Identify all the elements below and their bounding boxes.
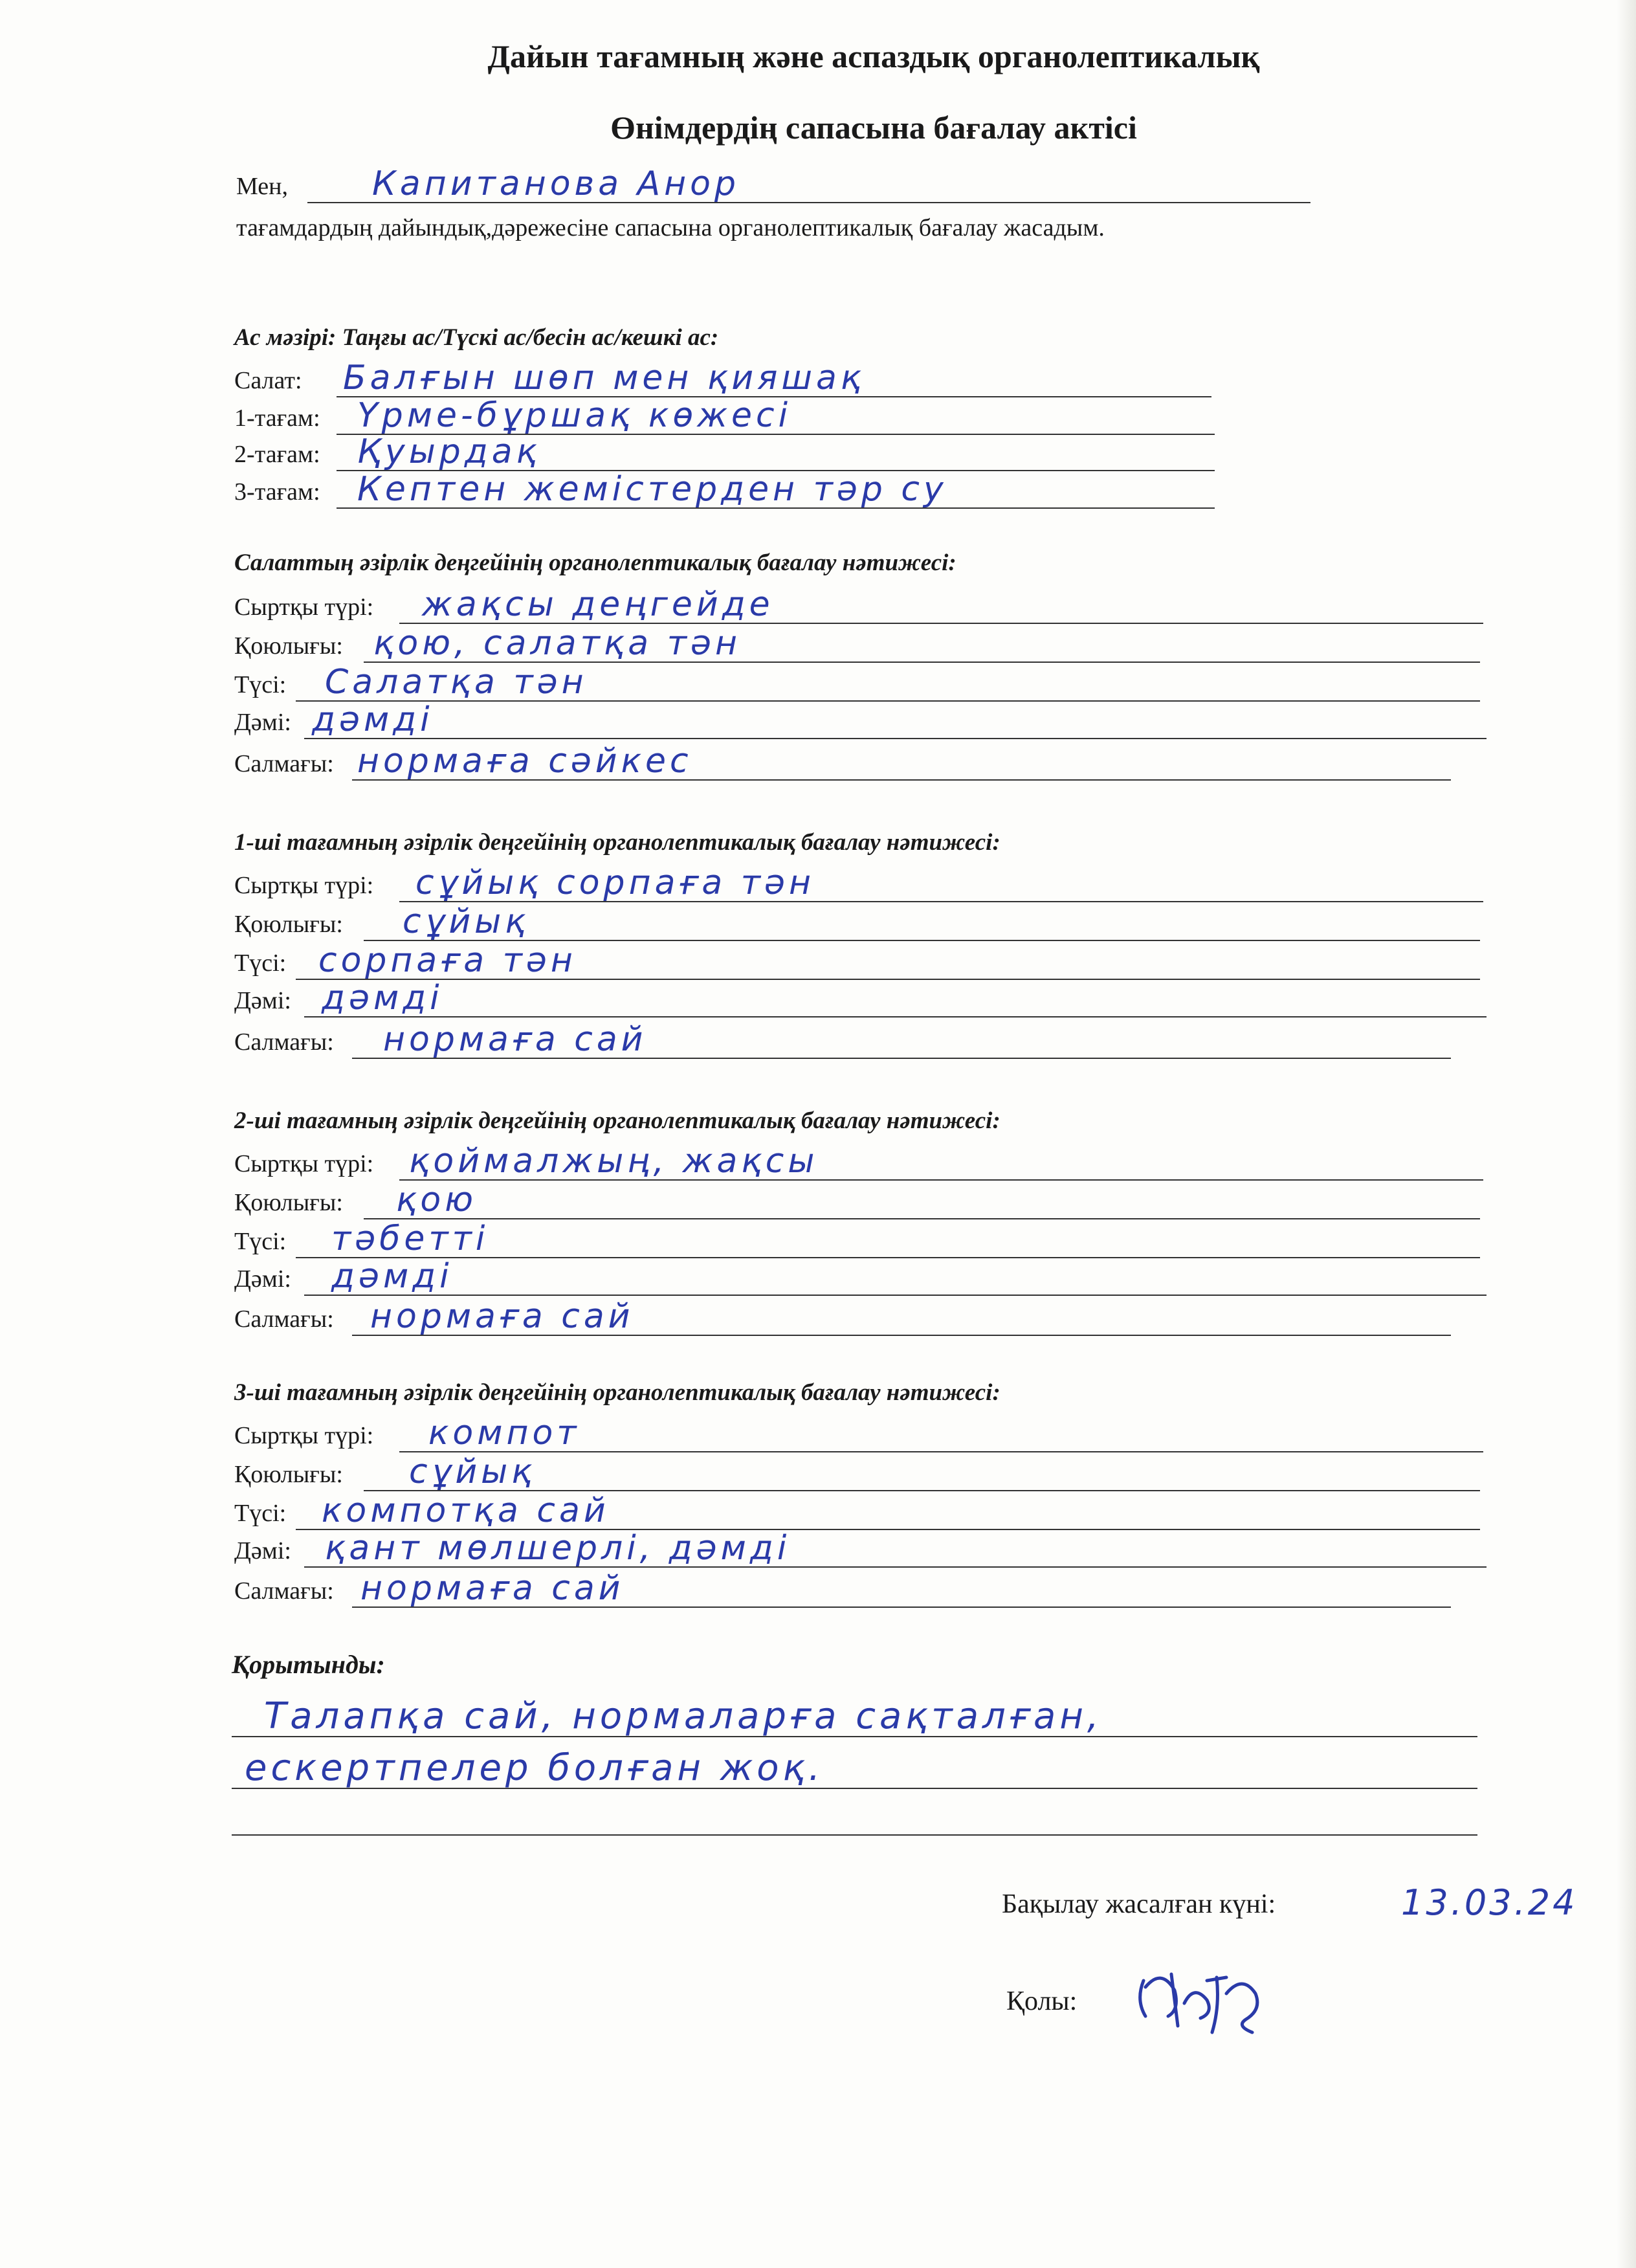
eval-field-label: Салмағы: <box>234 1577 334 1605</box>
eval-field-value: компот <box>428 1414 580 1452</box>
menu-item-dish-3 <box>234 467 1215 509</box>
eval-field-label: Түсі: <box>234 671 287 698</box>
document-title-line-1: Дайын тағамның және аспаздық органолептикалық <box>487 38 1260 74</box>
eval-field-weight <box>234 1566 1451 1608</box>
eval-field-value: нормаға сәйкес <box>357 742 692 781</box>
inspector-name-label: Мен, <box>236 173 288 200</box>
eval-field-consistency <box>234 621 1480 663</box>
eval-field-taste <box>234 1254 1487 1296</box>
menu-item-value: Үрме-бұршақ көжесі <box>357 396 792 435</box>
eval-field-value: қою <box>396 1181 477 1219</box>
dish-1-evaluation-heading: 1-ші тағамның әзірлік деңгейінің органолептикалық бағалау нәтижесі: <box>234 829 1000 856</box>
eval-field-label: Түсі: <box>234 1228 287 1255</box>
eval-field-label: Салмағы: <box>234 1028 334 1056</box>
eval-field-weight <box>234 1017 1451 1059</box>
dish-2-evaluation-heading: 2-ші тағамның әзірлік деңгейінің органолептикалық бағалау нәтижесі: <box>234 1107 1000 1134</box>
eval-field-label: Дәмі: <box>234 709 291 736</box>
conclusion-line-1 <box>232 1696 1477 1737</box>
eval-field-label: Сыртқы түрі: <box>234 1422 374 1449</box>
inspector-name-value: Капитанова Анор <box>372 164 740 203</box>
eval-field-value: дәмді <box>331 1257 453 1296</box>
eval-field-value: Салатқа тән <box>325 663 588 702</box>
eval-field-taste <box>234 1526 1487 1568</box>
menu-item-value: Балғын шөп мен қияшақ <box>343 359 865 397</box>
eval-field-appearance <box>234 1139 1483 1181</box>
eval-field-label: Дәмі: <box>234 987 291 1014</box>
handwritten-signature <box>1129 1955 1285 2039</box>
eval-field-consistency <box>234 1450 1480 1491</box>
eval-field-label: Қоюлығы: <box>234 1461 343 1488</box>
menu-item-value: Кептен жемістерден тәр су <box>357 470 947 509</box>
menu-item-label: 1-тағам: <box>234 405 320 432</box>
eval-field-taste <box>234 698 1487 739</box>
eval-field-consistency <box>234 1178 1480 1219</box>
eval-field-value: нормаға сай <box>370 1297 634 1336</box>
eval-field-label: Сыртқы түрі: <box>234 872 374 899</box>
paper-edge-shadow <box>1617 0 1636 2268</box>
intro-sentence: тағамдардың дайындық,дәрежесіне сапасына органолептикалық бағалау жасадым. <box>236 214 1105 241</box>
eval-field-value: нормаға сай <box>360 1569 625 1608</box>
inspection-date-label: Бақылау жасалған күні: <box>1002 1889 1276 1919</box>
menu-item-salad <box>234 356 1211 397</box>
inspector-name-row <box>236 162 1310 203</box>
eval-field-label: Қоюлығы: <box>234 911 343 938</box>
eval-field-value: қоймалжың, жақсы <box>409 1142 819 1181</box>
inspection-date-value: 13.03.24 <box>1401 1882 1578 1923</box>
eval-field-appearance <box>234 583 1483 624</box>
dish-3-evaluation-heading: 3-ші тағамның әзірлік деңгейінің органолептикалық бағалау нәтижесі: <box>234 1379 1000 1406</box>
eval-field-value: дәмді <box>312 700 434 739</box>
eval-field-label: Дәмі: <box>234 1537 291 1564</box>
eval-field-value: сорпаға тән <box>318 941 577 980</box>
eval-field-label: Сыртқы түрі: <box>234 594 374 621</box>
eval-field-label: Салмағы: <box>234 1306 334 1333</box>
eval-field-label: Сыртқы түрі: <box>234 1150 374 1177</box>
eval-field-value: компотқа сай <box>322 1491 610 1530</box>
document-title-line-2: Өнімдердің сапасына бағалау актісі <box>610 109 1137 146</box>
eval-field-value: тәбетті <box>331 1219 489 1258</box>
signature-label: Қолы: <box>1006 1986 1078 2016</box>
eval-field-label: Қоюлығы: <box>234 632 343 660</box>
eval-field-value: дәмді <box>322 979 443 1017</box>
eval-field-color <box>234 939 1480 980</box>
eval-field-value: сұйық <box>409 1452 536 1491</box>
conclusion-text: Талапқа сай, нормаларға сақталған, <box>264 1695 1103 1737</box>
conclusion-text: ескертпелер болған жоқ. <box>245 1747 824 1789</box>
eval-field-appearance <box>234 861 1483 902</box>
eval-field-appearance <box>234 1411 1483 1452</box>
eval-field-value: қою, салатқа тән <box>373 624 741 663</box>
eval-field-color <box>234 1217 1480 1258</box>
eval-field-color <box>234 1489 1480 1530</box>
eval-field-weight <box>234 1295 1451 1336</box>
conclusion-rule <box>232 1834 1477 1836</box>
eval-field-value: қант мөлшерлі, дәмді <box>325 1529 791 1568</box>
eval-field-weight <box>234 739 1451 781</box>
menu-heading: Ас мәзірі: Таңғы ас/Түскі ас/бесін ас/кешкі ас: <box>234 324 719 351</box>
eval-field-label: Дәмі: <box>234 1265 291 1293</box>
menu-item-label: Салат: <box>234 367 302 394</box>
menu-item-dish-2 <box>234 430 1215 471</box>
conclusion-line-2 <box>232 1748 1477 1789</box>
eval-field-label: Түсі: <box>234 950 287 977</box>
menu-item-label: 3-тағам: <box>234 478 320 506</box>
eval-field-label: Түсі: <box>234 1500 287 1527</box>
conclusion-heading: Қорытынды: <box>232 1650 385 1679</box>
conclusion-line-3 <box>232 1794 1477 1836</box>
eval-field-consistency <box>234 900 1480 941</box>
menu-item-label: 2-тағам: <box>234 441 320 468</box>
eval-field-label: Қоюлығы: <box>234 1189 343 1216</box>
eval-field-value: сұйық сорпаға тән <box>415 863 815 902</box>
eval-field-value: нормаға сай <box>383 1020 647 1059</box>
menu-item-dish-1 <box>234 394 1215 435</box>
eval-field-value: жақсы деңгейде <box>422 585 774 624</box>
eval-field-color <box>234 660 1480 702</box>
eval-field-label: Салмағы: <box>234 750 334 777</box>
eval-field-value: сұйық <box>403 902 529 941</box>
eval-field-taste <box>234 976 1487 1017</box>
menu-item-value: Қуырдақ <box>357 432 540 471</box>
salad-evaluation-heading: Салаттың әзірлік деңгейінің органолептикалық бағалау нәтижесі: <box>234 550 956 576</box>
